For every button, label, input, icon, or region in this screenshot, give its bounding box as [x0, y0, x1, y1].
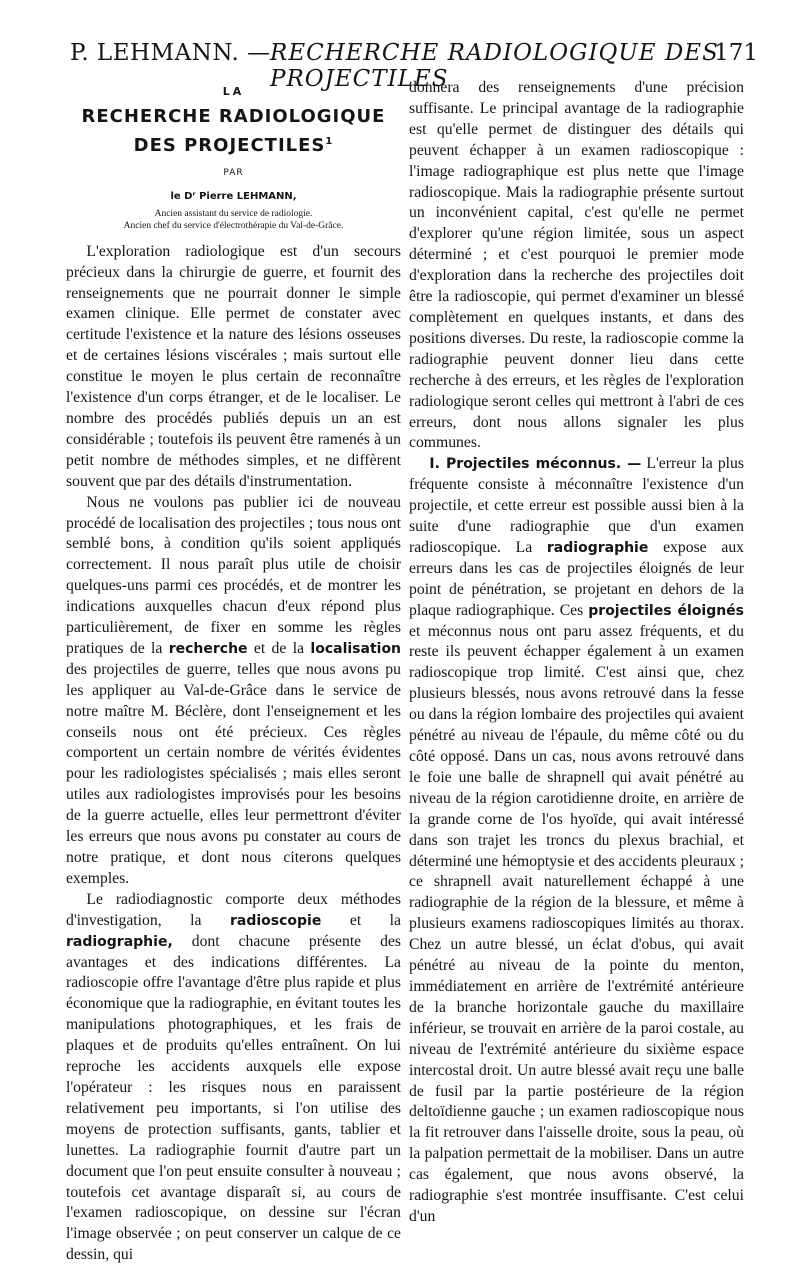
keyword: recherche: [168, 640, 248, 657]
keyword: radiographie,: [66, 933, 173, 950]
section-heading: I. Projectiles méconnus. —: [429, 456, 642, 473]
article-title-line-2: [66, 131, 401, 157]
text-run: et méconnus nous ont paru assez fréquents, et du reste ils peuvent échapper également à un examen radioscopique trop limité. C'est ainsi que, chez plusieurs blessés, nous avons retrouvé dans la fesse ou dans la région lombaire des projectiles qui avaient pénétré au niveau de l'épaule, du même côté ou du côté opposé. Dans un cas, nous avons retrouvé dans le foie une balle de shrapnell qui avait pénétré au niveau de la région carotidienne droite, en arrière de la grande corne de l'os hyoïde, qui avait intéressé dans son trajet les troncs du plexus brachial, et déterminé une hémoptysie et des accidents pleuraux ; ce shrapnell avait naturellement échappé à une radiographie de la région de la blessure, et même à plusieurs examens radioscopiques limités au thorax. Chez un autre blessé, un éclat d'obus, qui avait pénétré au niveau de la pointe du menton, immédiatement en arrière de l'extrémité antérieure de la branche horizontale gauche du maxillaire inférieur, se trouvait en arrière de la paroi costale, au niveau de l'extrémité antérieure du sixième espace intercostal droit. Un autre blessé avait reçu une balle de fusil par la partie postérieure de la région deltoïdienne gauche ; un examen radioscopique nous la fit retrouver dans l'aisselle droite, sous la peau, où la palpation permettait de la mobiliser. Dans un autre cas également, que nous avons observé, la radiographie s'est montrée insuffisante. C'est celui d'un: [409, 622, 744, 1225]
text-run: dont chacune présente des avantages et des indications différentes. La radioscopie offre l'avantage d'être plus rapide et plus économique que la radiographie, en évitant toutes les manipulations photographiques, et les frais de plaques et de produits qu'elles entraînent. On lui reproche les accidents auxquels elle expose l'opérateur : les risques nous en paraissent relativement peu importants, si l'on utilise des moyens de protection suffisants, gants, tablier et lunettes. La radiographie fournit d'autre part un document que l'on peut ensuite consulter à nouveau ; toutefois cet avantage disparaît si, au cours de l'examen radioscopique, on dessine sur l'écran l'image observée ; on peut conserver un calque de ce dessin, qui: [66, 932, 402, 1264]
keyword: localisation: [310, 640, 402, 657]
text-run: Le radiodiagnostic comporte deux méthodes d'investigation, la: [66, 890, 401, 929]
header-author: P. LEHMANN. —: [70, 40, 271, 66]
text-run: des projectiles de guerre, telles que nous avons pu les appliquer au Val-de-Grâce dans le service de notre maître M. Béclère, dont l'enseignement et les conseils nous ont été précieux. Ces règles comportent un certain nombre de vérités évidentes pour les radiologistes spécialisés ; mais elles seront utiles aux radiologistes improvisés pour les besoins de la guerre actuelle, elles leur permettront d'éviter les erreurs que nous avons pu constater au cours de notre pratique, et dont nous citerons quelques exemples.: [66, 660, 401, 887]
paragraph: [66, 890, 401, 1266]
keyword: radiographie: [546, 539, 649, 556]
left-column: [66, 78, 401, 1266]
author-affiliation-2: Ancien chef du service d'électrothérapie du Val-de-Grâce.: [123, 220, 344, 231]
text-run: et de la: [253, 639, 305, 657]
paragraph: L'exploration radiologique est d'un secours précieux dans la chirurgie de guerre, et fournit des renseignements que ne pourrait donner le simple examen clinique. Elle permet de constater avec certitude l'existence et la nature des lésions osseuses et de certaines lésions viscérales ; mais surtout elle constitue le moyen le plus certain de reconnaître l'existence d'un corps étranger, et de le localiser. Le nombre des procédés publiés depuis un an est considérable ; toutefois ils peuvent être ramenés à un petit nombre de méthodes simples, et ne diffèrent souvent que par des détails d'instrumentation.: [66, 242, 401, 490]
author-byline: le Dʳ Pierre LEHMANN,: [170, 190, 297, 202]
author-affiliation-1: Ancien assistant du service de radiologie.: [154, 208, 313, 219]
by-label: PAR: [223, 167, 244, 178]
header-title: RECHERCHE RADIOLOGIQUE DES PROJECTILES: [270, 40, 719, 92]
footnote-mark: 1: [325, 135, 334, 147]
text-run: Nous ne voulons pas publier ici de nouveau procédé de localisation des projectiles ; tous nous ont semblé bons, à condition qu'ils soient appliqués correctement. Il nous paraît plus utile de choisir quelques-uns parmi ces procédés, et de montrer les indications auxquelles chacun d'eux répond plus particulièrement, de fixer en somme les règles pratiques de la: [66, 493, 401, 657]
text-run: expose aux erreurs dans les cas de projectiles éloignés de leur point de pénétration, se projetant en dehors de la plaque radiographique. Ces: [409, 538, 745, 619]
keyword: projectiles éloignés: [588, 602, 745, 619]
page-number: 171: [714, 40, 758, 66]
text-run: et la: [349, 911, 402, 929]
article-title-line-1: RECHERCHE RADIOLOGIQUE: [81, 105, 386, 127]
title-line-2-text: DES PROJECTILES: [133, 134, 326, 156]
right-column: [409, 78, 744, 1228]
paragraph: [409, 454, 744, 1228]
article-title-block: [66, 82, 401, 232]
text-run: L'erreur la plus fréquente consiste à méconnaître l'existence d'un projectile, et cette erreur est possible aussi bien à la suite d'une radiographie que d'un examen radioscopique. La: [409, 455, 744, 556]
paragraph: [66, 493, 401, 890]
paragraph: donnera des renseignements d'une précision suffisante. Le principal avantage de la radiographie est qu'elle permet de distinguer des détails qui peuvent échapper à un examen radioscopique : l'image radiographique est plus nette que l'image radioscopique. Mais la radiographie présente surtout un inconvénient capital, c'est qu'elle ne permet d'explorer qu'une région limitée, sous un aspect déterminé ; et c'est pourquoi le premier mode d'exploration dans la recherche des projectiles doit être la radioscopie, qui permet d'examiner un blessé complètement en quelques instants, et dans des positions diverses. Du reste, la radioscopie comme la radiographie peuvent donner lieu dans cette recherche à des erreurs, et les règles de l'exploration radiologique seront celles qui mettront à l'abri de ces erreurs, dont nous allons signaler les plus communes.: [409, 79, 744, 452]
title-kicker: LA: [222, 85, 245, 98]
keyword: radioscopie: [229, 912, 322, 929]
